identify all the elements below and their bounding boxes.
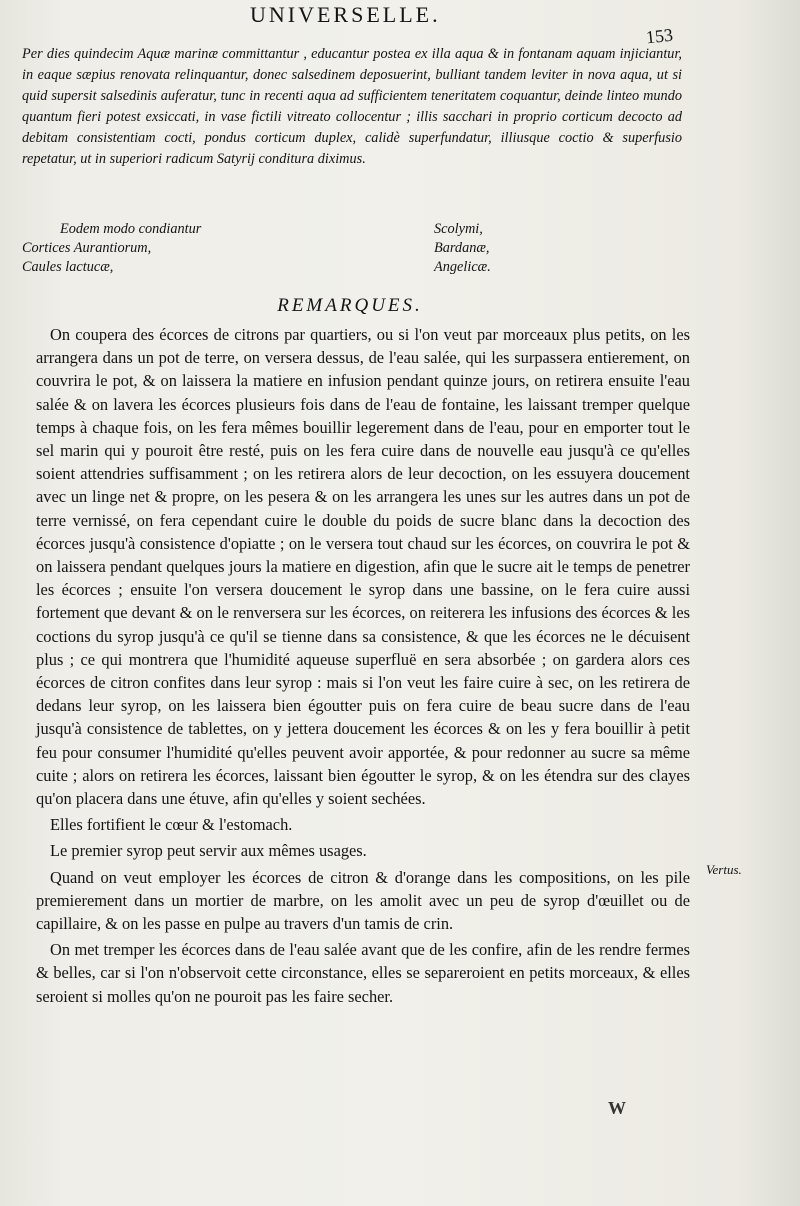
recipe-item: Angelicæ. [434,259,491,275]
latin-paragraph: Per dies quindecim Aquæ marinæ committantur , educantur postea ex illa aqua & in fontanam aquam injiciantur, in eaque sæpius renovata relinquantur, donec salsedinem deposuerint, bulliant tandem leviter in nova aqua, ut si quid supersit salsedinis auferatur, tunc in recenti aqua ad sufficientem teneritatem coquantur, deinde linteo mundo quantum fieri potest exsiccati, in vase fictili vitreato collocentur ; illis sacchari in proprio corticum decocto ad debitam consistentiam cocti, pondus corticum duplex, calidè superfundatur, illiusque coctio & superfusio repetatur, ut in superiori radicum Satyrij conditura diximus. [22,46,682,168]
margin-note: Vertus. [706,862,742,877]
recipe-item: Caules lactucæ, [22,259,114,275]
recipe-intro: Eodem modo condiantur [60,221,202,237]
running-head: UNIVERSELLE. [250,2,441,27]
signature-mark: W [608,1098,626,1118]
recipe-row [22,258,522,277]
remark-paragraph: Le premier syrop peut servir aux mêmes usages. [50,841,367,861]
latin-recipe-text [22,44,682,171]
page-number: 153 [644,24,674,48]
recipe-item: Bardanæ, [434,240,490,256]
recipe-row [22,239,522,258]
recipe-item: Scolymi, [434,221,483,237]
recipe-row [22,220,522,239]
recipe-item: Cortices Aurantiorum, [22,240,152,256]
section-title: REMARQUES. [277,295,423,316]
remarks-body [36,323,690,1008]
remark-paragraph: Quand on veut employer les écorces de citron & d'orange dans les compositions, on les pile premierement dans un mortier de marbre, on les amolit avec un peu de syrop d'œuillet ou de capillaire, & on les passe en pulpe au travers d'un tamis de crin. [36,867,690,934]
remark-paragraph: Elles fortifient le cœur & l'estomach. [50,815,293,835]
remark-paragraph: On coupera des écorces de citrons par quartiers, ou si l'on veut par morceaux plus petits, on les arrangera dans un pot de terre, on versera dessus, de l'eau salée, qui les surpassera entierement, on couvrira le pot, & on laissera la matiere en infusion pendant quinze jours, on retirera ensuite l'eau salée & on lavera les écorces plusieurs fois dans de l'eau de fontaine, les laissant tremper quelque temps à chaque fois, on les fera mêmes bouillir legerement dans de l'eau, pour en emporter tout le sel marin qui y pouroit être resté, puis on les fera cuire dans de nouvelle eau jusqu'à ce qu'elles soient attendries suffisamment ; on les retirera alors de leur decoction, on les essuyera doucement avec un linge net & propre, on les pesera & on les arrangera les unes sur les autres dans un pot de terre vernissé, on fera cependant cuire le double du poids de sucre blanc dans la decoction des écorces jusqu'à consistence d'opiatte ; on le versera tout chaud sur les écorces, on couvrira le pot & on laissera pendant quelques jours la matiere en digestion, afin que le sucre ait le temps de penetrer les écorces ; ensuite l'on versera doucement le syrop dans une bassine, on le fera cuire aussi fortement que devant & on le renversera sur les écorces, on reiterera les infusions des écorces & les coctions du syrop jusqu'à ce qu'il se tienne dans sa consistence, & que les écorces ne le décuisent plus ; ce qui montrera que l'humidité aqueuse superfluë en sera absorbée ; on gardera alors ces écorces de citron confites dans leur syrop : mais si l'on veut les faire cuire à sec, on les retirera de dedans leur syrop, on les laissera bien égoutter puis on fera cuire de beau sucre dans de l'eau jusqu'à consistence de tablettes, on y jettera doucement les écorces & on les y fera bouillir à petit feu pour consumer l'humidité qu'elles peuvent avoir apportée, & pour redonner au sucre sa même cuite ; alors on retirera les écorces, laissant bien égoutter le syrop, & on les étendra sur des clayes qu'on placera dans une étuve, afin qu'elles y soient sechées. [36,325,690,809]
remark-paragraph: On met tremper les écorces dans de l'eau salée avant que de les confire, afin de les rendre fermes & belles, car si l'on n'observoit cette circonstance, elles se separeroient en petits morceaux, & elles seroient si molles qu'on ne pouroit pas les faire secher. [36,940,690,1006]
recipe-list [22,220,522,277]
